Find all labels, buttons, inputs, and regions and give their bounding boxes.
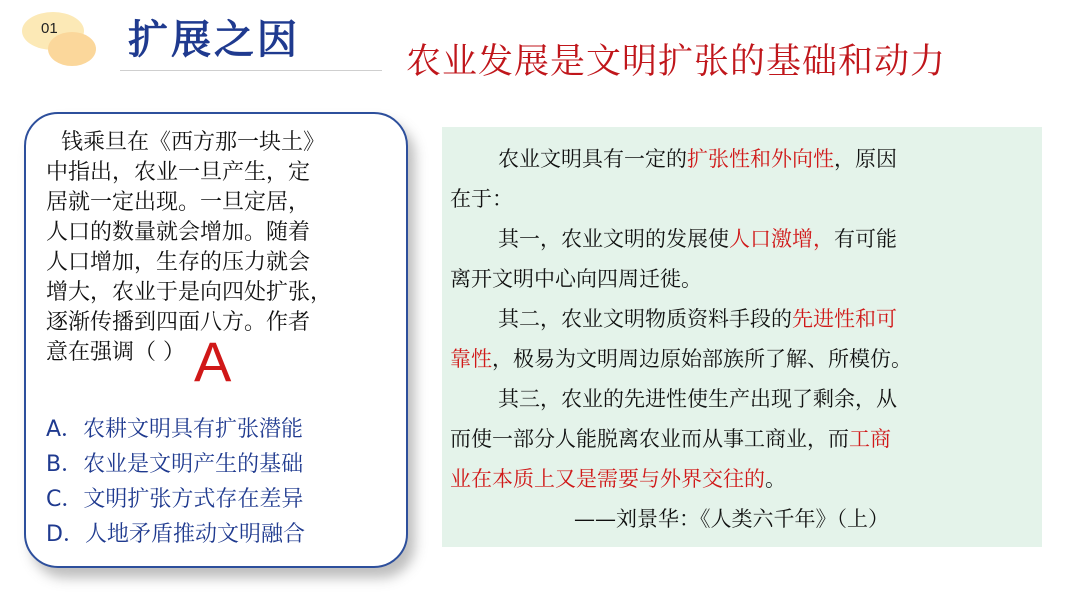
answer-options [46, 412, 396, 552]
answer-mark: A [194, 330, 232, 393]
option-a[interactable]: A．农耕文明具有扩张潜能 [46, 417, 304, 442]
source-highlight: 人口激增， [729, 227, 834, 251]
option-b[interactable]: B．农业是文明产生的基础 [46, 452, 304, 477]
source-highlight: 扩张性和外向性 [687, 147, 834, 171]
main-heading: 农业发展是文明扩张的基础和动力 [406, 42, 947, 82]
question-stem-line: 意在强调（ ） [46, 340, 185, 365]
question-stem-line: 人口的数量就会增加。随着 [46, 220, 311, 245]
source-line [450, 139, 1036, 179]
source-attribution: ——刘景华：《人类六千年》（上） [574, 507, 889, 531]
header-divider [120, 70, 382, 71]
question-stem-line: 钱乘旦在《西方那一块土》 [61, 130, 326, 155]
option-c[interactable]: C．文明扩张方式存在差异 [46, 487, 304, 512]
source-text-run: ，极易为文明周边原始部族所了解、所模仿。 [492, 347, 912, 371]
question-stem-line: 中指出，农业一旦产生，定 [46, 160, 311, 185]
source-line [450, 419, 1036, 459]
source-highlight: 业在本质上又是需要与外界交往的 [450, 467, 765, 491]
question-stem-line: 增大，农业于是向四处扩张， [46, 280, 333, 305]
source-text [450, 139, 1036, 499]
section-badge-shape-secondary [48, 32, 96, 66]
source-highlight: 工商 [849, 427, 891, 451]
source-line [450, 299, 1036, 339]
option-d[interactable]: D．人地矛盾推动文明融合 [46, 522, 305, 547]
source-text-run: 。 [765, 467, 786, 491]
source-text-run: 而使一部分人能脱离农业而从事工商业，而 [450, 427, 849, 451]
question-stem-line: 人口增加，生存的压力就会 [46, 250, 311, 275]
source-line [450, 339, 1036, 379]
source-line: 离开文明中心向四周迁徙。 [450, 267, 702, 291]
source-text-run: 其二，农业文明物质资料手段的 [498, 307, 792, 331]
source-line: 在于： [450, 187, 513, 211]
source-line: 其三，农业的先进性使生产出现了剩余，从 [498, 387, 897, 411]
source-text-run: 农业文明具有一定的 [498, 147, 687, 171]
source-highlight: 靠性 [450, 347, 492, 371]
question-stem-line: 居就一定出现。一旦定居， [46, 190, 311, 215]
source-line [450, 459, 1036, 499]
source-text-run: 其一，农业文明的发展使 [498, 227, 729, 251]
section-title: 扩展之因 [128, 16, 300, 63]
source-text-run: ，原因 [834, 147, 897, 171]
source-material-panel [442, 127, 1042, 547]
section-number: 01 [41, 20, 58, 37]
source-text-run: 有可能 [834, 227, 897, 251]
question-stem-line: 逐渐传播到四面八方。作者 [46, 310, 311, 335]
source-line [450, 219, 1036, 259]
source-highlight: 先进性和可 [792, 307, 897, 331]
question-card [24, 112, 408, 568]
